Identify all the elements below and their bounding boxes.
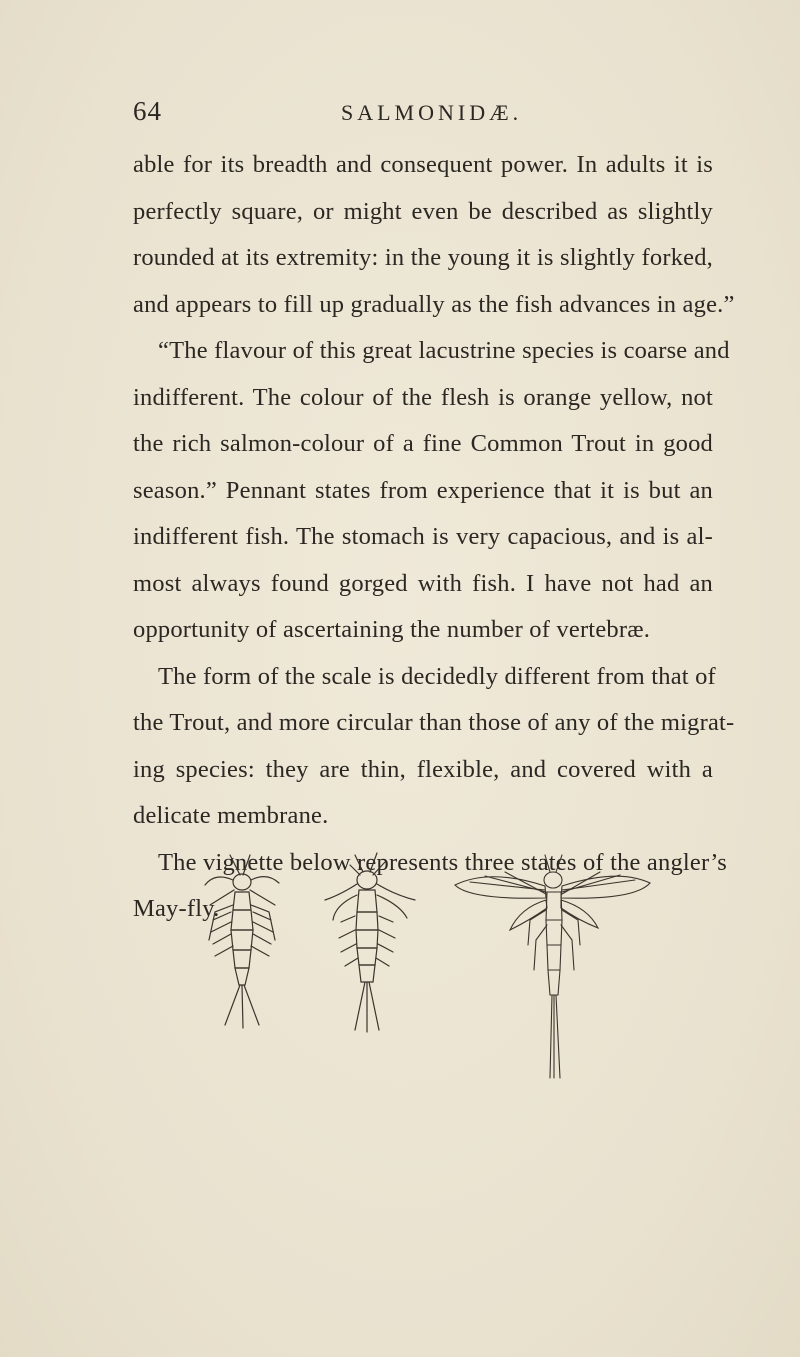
text-line: delicate membrane. (133, 802, 329, 829)
text-line: indifferent fish. The stomach is very capacious, and is al- (133, 523, 713, 550)
text-line: “The flavour of this great lacustrine species is coarse and (158, 337, 730, 364)
text-line: rounded at its extremity: in the young it is slightly forked, (133, 244, 713, 271)
text-line: The vignette below represents three states of the angler’s (158, 848, 727, 876)
page-number: 64 (133, 96, 162, 126)
text-line: able for its breadth and consequent power. In adults it is (133, 151, 713, 178)
text-line: opportunity of ascertaining the number of vertebræ. (133, 616, 651, 643)
running-title: SALMONIDÆ. (341, 100, 523, 125)
body-text (133, 142, 735, 933)
mayfly-subimago-icon (325, 853, 415, 1032)
mayfly-imago-icon (455, 855, 650, 1078)
text-line: The form of the scale is decidedly different from that of (158, 662, 716, 690)
text-line: season.” Pennant states from experience that it is but an (133, 476, 713, 504)
text-line: the rich salmon-colour of a fine Common Trout in good (133, 430, 713, 457)
text-line: the Trout, and more circular than those of any of the migrat- (133, 709, 735, 736)
text-line: perfectly square, or might even be described as slightly (133, 197, 713, 225)
text-line: most always found gorged with fish. I have not had an (133, 569, 713, 597)
text-line: ing species: they are thin, flexible, and covered with a (133, 755, 713, 783)
mayfly-larva-icon (205, 855, 279, 1028)
text-line: indifferent. The colour of the flesh is orange yellow, not (133, 383, 713, 411)
text-line: and appears to fill up gradually as the fish advances in age.” (133, 290, 735, 318)
mayfly-vignette (195, 850, 655, 1080)
running-head (133, 96, 713, 136)
text-line: May-fly. (133, 895, 220, 922)
mayfly-illustration (195, 850, 655, 1080)
